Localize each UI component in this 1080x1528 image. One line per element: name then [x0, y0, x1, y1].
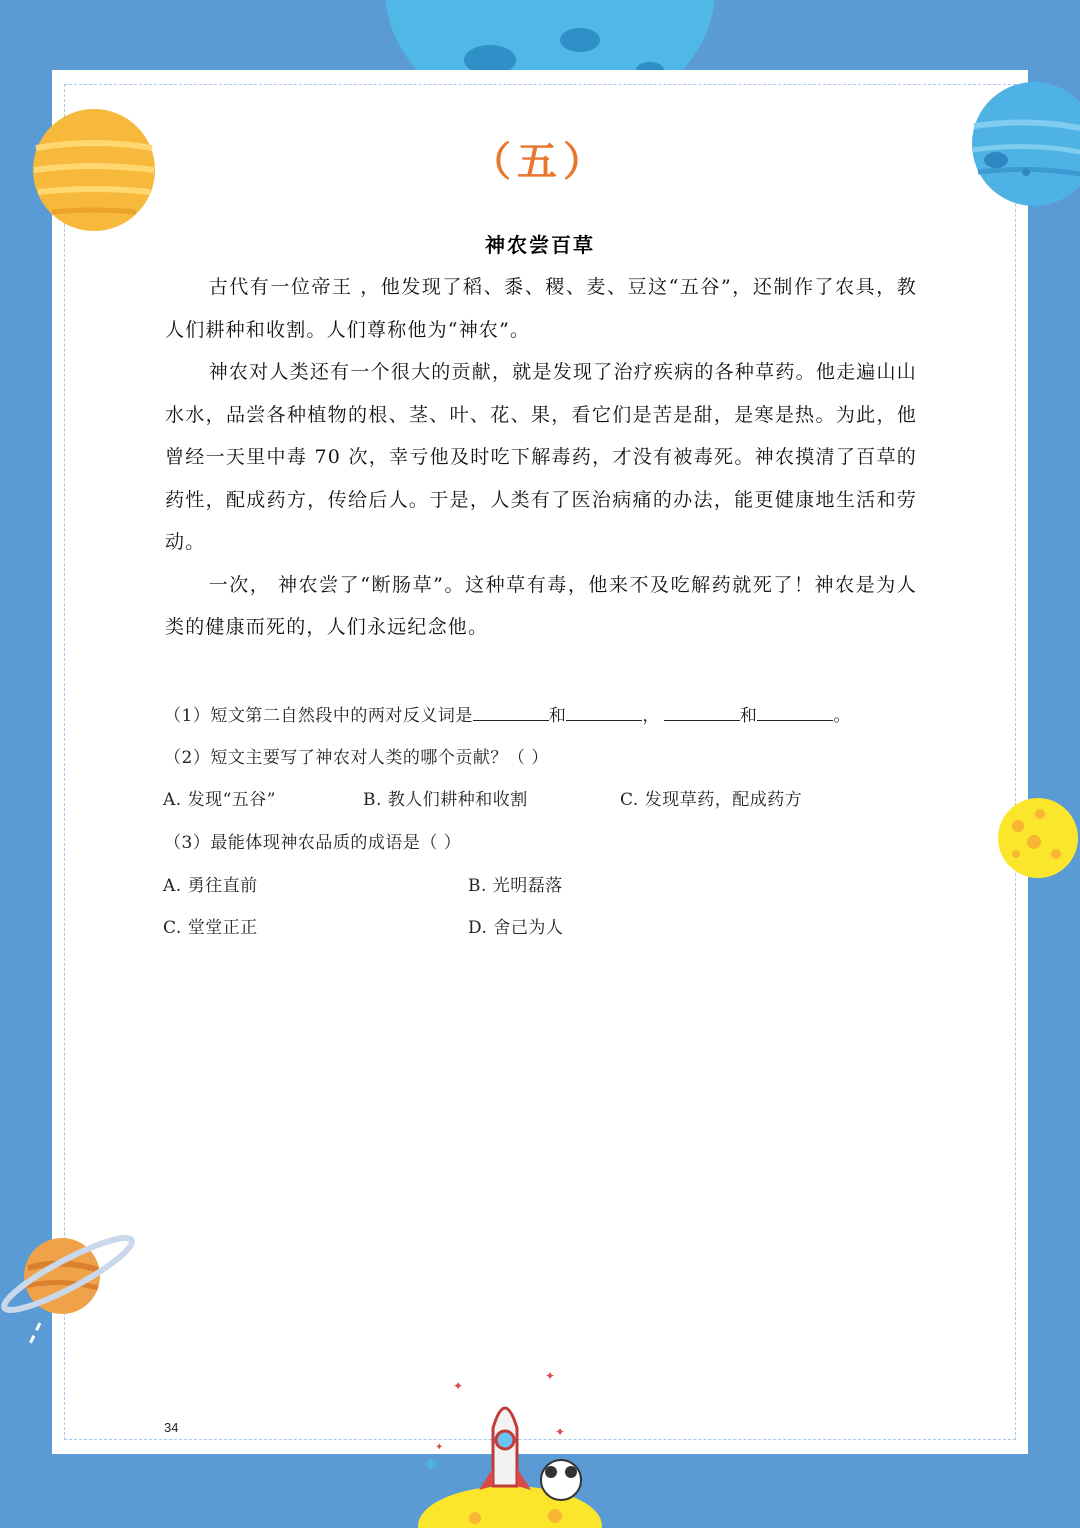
rocket-panda-icon	[405, 1368, 615, 1528]
answer-blank[interactable]	[473, 704, 549, 721]
question-1-join: 和	[548, 706, 567, 726]
option-2a[interactable]: A. 发现“五谷”	[163, 790, 276, 810]
svg-text:✦: ✦	[555, 1425, 566, 1439]
svg-text:✦: ✦	[435, 1442, 444, 1453]
option-2c[interactable]: C. 发现草药，配成药方	[620, 790, 803, 810]
section-title: （五）	[471, 138, 609, 185]
question-1-prefix: （1）短文第二自然段中的两对反义词是	[164, 706, 473, 726]
question-3: （3）最能体现神农品质的成语是（ ）	[164, 833, 462, 853]
question-1-join: 和	[739, 706, 758, 726]
question-1	[164, 701, 851, 726]
svg-text:✦: ✦	[545, 1369, 556, 1383]
option-3b[interactable]: B. 光明磊落	[468, 876, 563, 896]
article-body	[165, 266, 917, 649]
option-3a[interactable]: A. 勇往直前	[163, 876, 258, 896]
question-2: （2）短文主要写了神农对人类的哪个贡献？（ ）	[164, 748, 549, 768]
article-paragraph: 古代有一位帝王 ，他发现了稻、黍、稷、麦、豆这“五谷”，还制作了农具，教人们耕种和收割。人们尊称他为“神农”。	[165, 276, 917, 341]
ringed-planet-icon	[0, 1228, 140, 1358]
article-title: 神农尝百草	[485, 233, 595, 257]
answer-blank[interactable]	[757, 704, 833, 721]
article-paragraph: 一次， 神农尝了“断肠草”。这种草有毒，他来不及吃解药就死了！神农是为人类的健康而死的，人们永远纪念他。	[165, 573, 917, 638]
small-yellow-planet-icon	[996, 798, 1080, 878]
answer-blank[interactable]	[566, 704, 642, 721]
option-3d[interactable]: D. 舍己为人	[468, 918, 564, 938]
svg-text:✦: ✦	[453, 1379, 464, 1393]
article-paragraph: 神农对人类还有一个很大的贡献，就是发现了治疗疾病的各种草药。他走遍山山水水，品尝各种植物的根、茎、叶、花、果，看它们是苦是甜，是寒是热。为此，他曾经一天里中毒 70 次，幸亏他及时吃下解毒药，才没有被毒死。神农摸清了百草的药性，配成药方，传给后人。于是，人类有了医治病痛的办法，能更健康地生活和劳动。	[165, 361, 917, 553]
option-2b[interactable]: B. 教人们耕种和收割	[363, 790, 528, 810]
answer-blank[interactable]	[664, 704, 740, 721]
option-3c[interactable]: C. 堂堂正正	[163, 918, 258, 938]
question-1-separator: ，	[642, 706, 660, 726]
page-number: 34	[164, 1420, 179, 1435]
question-1-end: 。	[833, 706, 851, 726]
